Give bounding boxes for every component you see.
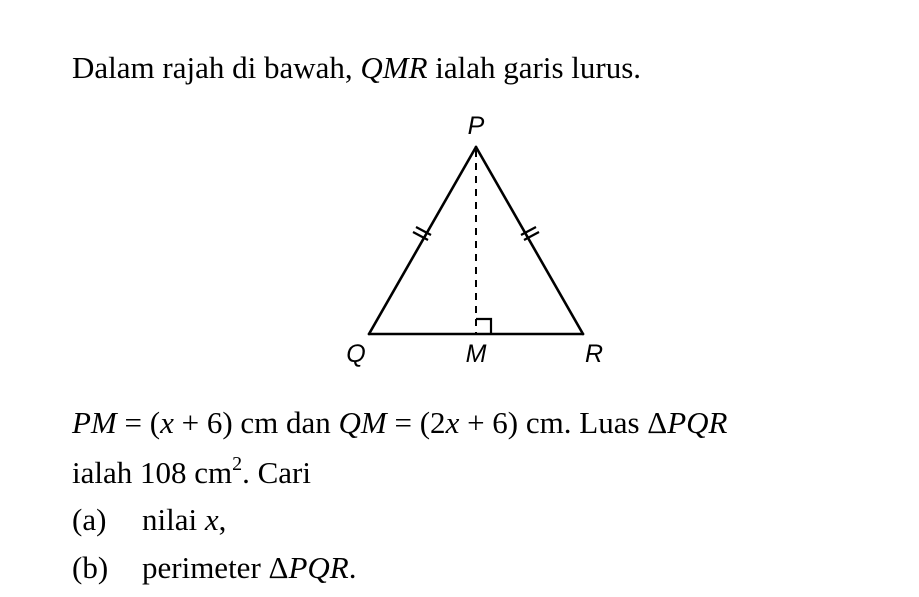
part-a-suffix: , xyxy=(218,502,227,537)
part-b-suffix: . xyxy=(348,550,357,585)
side-pq xyxy=(369,147,476,334)
statement-line-2 xyxy=(72,452,311,491)
x-var-1: x xyxy=(160,405,174,440)
part-b xyxy=(72,550,356,586)
vertex-label-r: R xyxy=(584,340,604,368)
qm-var: QM xyxy=(338,405,387,440)
part-b-marker: (b) xyxy=(72,550,109,585)
area-suffix: . Cari xyxy=(242,455,311,490)
part-b-var: PQR xyxy=(288,550,349,585)
x-var-2: x xyxy=(445,405,460,440)
pm-expression-open: = ( xyxy=(116,405,161,440)
area-text: ialah 108 cm xyxy=(72,455,233,490)
part-a-text: nilai xyxy=(142,502,205,537)
part-b-text: perimeter Δ xyxy=(142,550,289,585)
pm-expression-close: + 6) cm dan xyxy=(173,405,339,440)
part-a xyxy=(72,502,226,538)
pm-var: PM xyxy=(72,405,117,440)
right-angle-marker xyxy=(476,319,491,334)
qm-expression-close: + 6) cm. Luas Δ xyxy=(459,405,668,440)
intro-line-name: QMR xyxy=(360,50,428,85)
part-a-marker: (a) xyxy=(72,502,107,537)
vertex-label-q: Q xyxy=(346,340,366,368)
statement-line-1 xyxy=(72,405,727,441)
part-a-var: x xyxy=(204,502,219,537)
qm-expression-open: = (2 xyxy=(386,405,446,440)
vertex-label-m: M xyxy=(465,340,487,368)
intro-suffix: ialah garis lurus. xyxy=(427,50,642,85)
side-pr xyxy=(476,147,583,334)
triangle-name: PQR xyxy=(667,405,728,440)
area-exponent: 2 xyxy=(232,452,243,475)
vertex-label-p: P xyxy=(467,112,485,140)
intro-prefix: Dalam rajah di bawah, xyxy=(72,50,361,85)
